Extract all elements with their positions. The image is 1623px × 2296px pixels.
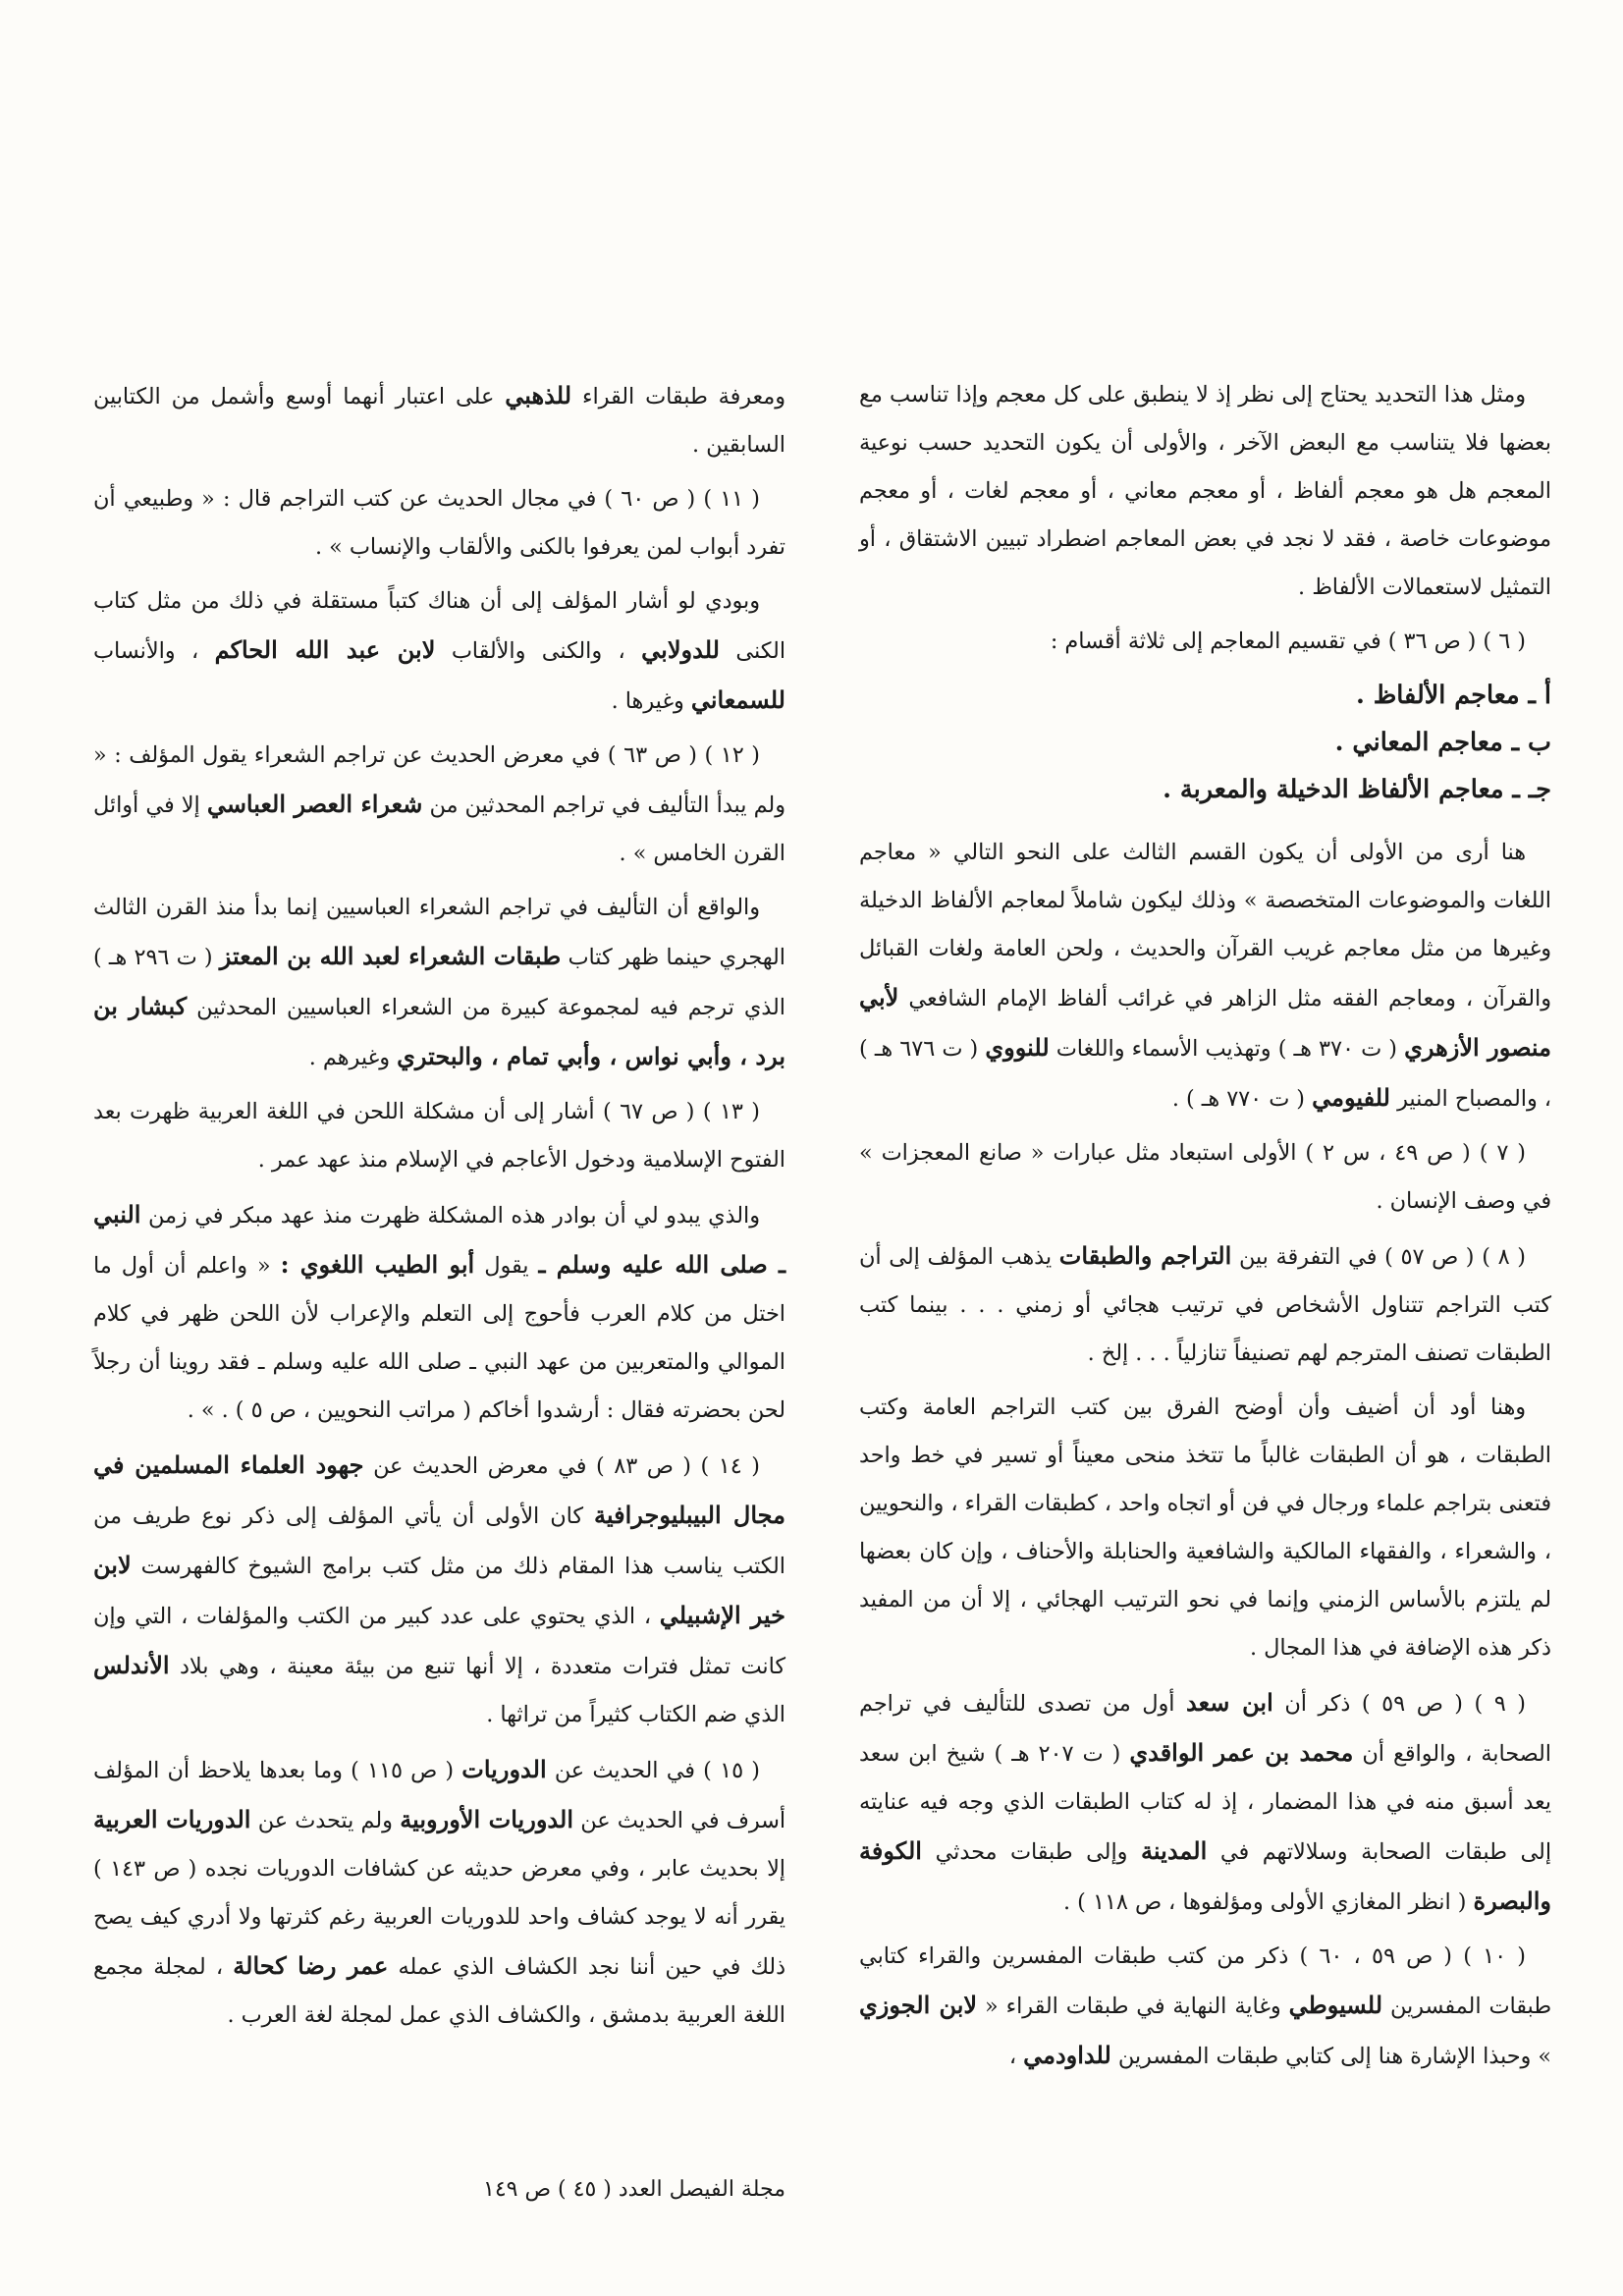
emphasis: جهود العلماء المسلمين في مجال البيبليوجرافية xyxy=(93,1450,785,1529)
author-name: للدولابي xyxy=(641,635,720,664)
author-name: عمر رضا كحالة xyxy=(233,1951,389,1980)
note-14: ( ١٤ ) ( ص ٨٣ ) في معرض الحديث عن جهود العلماء المسلمين في مجال البيبليوجرافية كان الأولى أن يأتي المؤلف إلى ذكر نوع طريف من الكتب يناسب هذا المقام ذلك من مثل كتب برامج الشيوخ كالفهرست لابن خير الإشبيلي ، الذي يحتوي على عدد كبير من الكتب والمؤلفات ، التي وإن كانت تمثل فترات متعددة ، إلا أنها تنبع من بيئة معينة ، وهي بلاد الأندلس الذي ضم الكتاب كثيراً من تراثها . xyxy=(93,1450,786,1727)
paragraph-continuation: ومعرفة طبقات القراء للذهبي على اعتبار أنهما أوسع وأشمل من الكتابين السابقين . xyxy=(93,381,785,458)
list-item: جـ ـ معاجم الألفاظ الدخيلة والمعربة . xyxy=(1163,775,1551,804)
page-footer: مجلة الفيصل العدد ( ٤٥ ) ص ١٤٩ xyxy=(483,2177,785,2202)
paragraph-kuna: وبودي لو أشار المؤلف إلى أن هناك كتباً مستقلة في ذلك من مثل كتاب الكنى للدولابي ، والكنى والألقاب لابن عبد الله الحاكم ، والأنساب للسمعاني وغيرها . xyxy=(93,588,786,714)
note-9: ( ٩ ) ( ص ٥٩ ) ذكر أن ابن سعد أول من تصدى للتأليف في تراجم الصحابة ، والواقع أن محمد بن عمر الواقدي ( ت ٢٠٧ هـ ) شيخ ابن سعد يعد أسبق منه في هذا المضمار ، إذ له كتاب الطبقات الذي وجه فيه عنايته إلى طبقات الصحابة وسلالاتهم في المدينة وإلى طبقات محدثي الكوفة والبصرة ( انظر المغازي الأولى ومؤلفوها ، ص ١١٨ ) . xyxy=(859,1688,1552,1915)
paragraph-abbasid-poets: والواقع أن التأليف في تراجم الشعراء العباسيين إنما بدأ منذ القرن الثالث الهجري حينما ظهر كتاب طبقات الشعراء لعبد الله بن المعتز ( ت ٢٩٦ هـ ) الذي ترجم فيه لمجموعة كبيرة من الشعراء العباسيين المحدثين كبشار بن برد ، وأبي نواس ، وأبي تمام ، والبحتري وغيرهم . xyxy=(93,895,785,1070)
paragraph-definition: ومثل هذا التحديد يحتاج إلى نظر إذ لا ينطبق على كل معجم وإذا تناسب مع بعضها فلا يتناسب مع البعض الآخر ، والأولى أن يكون التحديد حسب نوعية المعجم هل هو معجم ألفاظ ، أو معجم معاني ، أو معجم لغات ، أو معجم موضوعات خاصة ، فقد لا نجد في بعض المعاجم اضطراد تبيين الاشتقاق ، أو التمثيل لاستعمالات الألفاظ . xyxy=(859,382,1551,600)
poet-names: كبشار بن برد ، وأبي نواس ، وأبي تمام ، والبحتري xyxy=(93,992,785,1070)
author-name: لابن الجوزي xyxy=(859,1991,978,2019)
list-item: أ ـ معاجم الألفاظ . xyxy=(1355,681,1551,710)
author-name: للذهبي xyxy=(505,381,572,410)
note-10: ( ١٠ ) ( ص ٥٩ ، ٦٠ ) ذكر من كتب طبقات المفسرين والقراء كتابي طبقات المفسرين للسيوطي وغاية النهاية في طبقات القراء « لابن الجوزي » وحبذا الإشارة هنا إلى كتابي طبقات المفسرين للداودمي ، xyxy=(859,1943,1552,2069)
note-11: ( ١١ ) ( ص ٦٠ ) في مجال الحديث عن كتب التراجم قال : « وطبيعي أن تفرد أبواب لمن يعرفوا بالكنى والألقاب والإنساب » . xyxy=(93,486,785,560)
author-name: لابن عبد الله الحاكم xyxy=(214,635,436,664)
dictionary-types-list xyxy=(859,672,1551,813)
author-name: لأبي منصور الأزهري xyxy=(859,983,1552,1062)
emphasis: الدوريات الأوروبية xyxy=(400,1805,573,1833)
note-7: ( ٧ ) ( ص ٤٩ ، س ٢ ) الأولى استبعاد مثل عبارات « صانع المعجزات » في وصف الإنسان . xyxy=(859,1140,1551,1214)
note-13: ( ١٣ ) ( ص ٦٧ ) أشار إلى أن مشكلة اللحن في اللغة العربية ظهرت بعد الفتوح الإسلامية ودخول الأعاجم في الإسلام منذ عهد عمر . xyxy=(93,1099,785,1173)
emphasis: الدوريات xyxy=(461,1755,547,1783)
author-name: للفيومي xyxy=(1312,1083,1390,1112)
author-name: ابن سعد xyxy=(1186,1688,1273,1717)
author-name: للسيوطي xyxy=(1288,1991,1383,2019)
place-name: المدينة xyxy=(1141,1836,1208,1865)
author-name: لابن خير الإشبيلي xyxy=(93,1551,786,1629)
list-item: ب ـ معاجم المعاني . xyxy=(1334,728,1551,757)
paragraph-third-section: هنا أرى من الأولى أن يكون القسم الثالث على النحو التالي « معاجم اللغات والموضوعات المتخصصة » وذلك ليكون شاملاً لمعاجم الألفاظ الدخيلة وغيرها من مثل معاجم غريب القرآن والحديث ، ولحن العامة ولغات القبائل والقرآن ، ومعاجم الفقه مثل الزاهر في غرائب ألفاظ الإمام الشافعي لأبي منصور الأزهري ( ت ٣٧٠ هـ ) وتهذيب الأسماء واللغات للنووي ( ت ٦٧٦ هـ ) ، والمصباح المنير للفيومي ( ت ٧٧٠ هـ ) . xyxy=(859,840,1552,1112)
author-name: للداودمي xyxy=(1023,2041,1111,2069)
note-15: ( ١٥ ) في الحديث عن الدوريات ( ص ١١٥ ) وما بعدها يلاحظ أن المؤلف أسرف في الحديث عن الدوريات الأوروبية ولم يتحدث عن الدوريات العربية إلا بحديث عابر ، وفي معرض حديثه عن كشافات الدوريات نجده ( ص ١٤٣ ) يقرر أنه لا يوجد كشاف واحد للدوريات العربية رغم كثرتها ولا أدري كيف يصح ذلك في حين أننا نجد الكشاف الذي عمله عمر رضا كحالة ، لمجلة مجمع اللغة العربية بدمشق ، والكشاف الذي عمل لمجلة لغة العرب . xyxy=(93,1755,786,2028)
emphasis: شعراء العصر العباسي xyxy=(206,790,423,818)
right-column xyxy=(859,371,1551,2087)
paragraph-tabaqat: وهنا أود أن أضيف وأن أوضح الفرق بين كتب التراجم العامة وكتب الطبقات ، هو أن الطبقات غالباً ما تتخذ منحى معيناً أو تسير في خط واحد فتعنى بتراجم علماء ورجال في فن أو اتجاه واحد ، كطبقات القراء ، والنحويين ، والشعراء ، والفقهاء المالكية والشافعية والحنابلة والأحناف ، وإن كان بعضها لم يلتزم بالأساس الزمني وإنما في نحو الترتيب الهجائي ، إلا أن من المفيد ذكر هذه الإضافة في هذا المجال . xyxy=(858,1394,1551,1661)
author-name: محمد بن عمر الواقدي xyxy=(1129,1738,1354,1767)
author-name: أبو الطيب اللغوي : xyxy=(280,1250,475,1279)
author-name: للنووي xyxy=(985,1033,1050,1062)
place-name: الأندلس xyxy=(93,1651,170,1679)
note-12: ( ١٢ ) ( ص ٦٣ ) في معرض الحديث عن تراجم الشعراء يقول المؤلف : « ولم يبدأ التأليف في تراجم المحدثين من شعراء العصر العباسي إلا في أوائل القرن الخامس » . xyxy=(93,742,785,866)
note-6-intro: ( ٦ ) ( ص ٣٦ ) في تقسيم المعاجم إلى ثلاثة أقسام : xyxy=(1050,629,1526,654)
paragraph-lahn: والذي يبدو لي أن بوادر هذه المشكلة ظهرت منذ عهد مبكر في زمن النبي ـ صلى الله عليه وسلم ـ يقول أبو الطيب اللغوي : « واعلم أن أول ما اختل من كلام العرب فأحوج إلى التعلم والإعراب لأن اللحن ظهر في كلام الموالي والمتعربين من عهد النبي ـ صلى الله عليه وسلم ـ فقد روينا أن رجلاً لحن بحضرته فقال : أرشدوا أخاكم ( مراتب النحويين ، ص ٥ ) . » . xyxy=(93,1200,786,1423)
book-title: طبقات الشعراء لعبد الله بن المعتز xyxy=(219,942,562,970)
emphasis: الدوريات العربية xyxy=(93,1805,251,1833)
emphasis: التراجم والطبقات xyxy=(1058,1241,1232,1270)
place-name: الكوفة والبصرة xyxy=(859,1836,1551,1915)
author-name: للسمعاني xyxy=(690,685,785,714)
emphasis: النبي ـ صلى الله عليه وسلم ـ xyxy=(93,1200,786,1279)
note-8: ( ٨ ) ( ص ٥٧ ) في التفرقة بين التراجم والطبقات يذهب المؤلف إلى أن كتب التراجم تتناول الأشخاص في ترتيب هجائي أو زمني . . . بينما كتب الطبقات تصنف المترجم لهم تصنيفاً تنازلياً . . . إلخ . xyxy=(859,1241,1551,1366)
left-column xyxy=(93,371,785,2046)
